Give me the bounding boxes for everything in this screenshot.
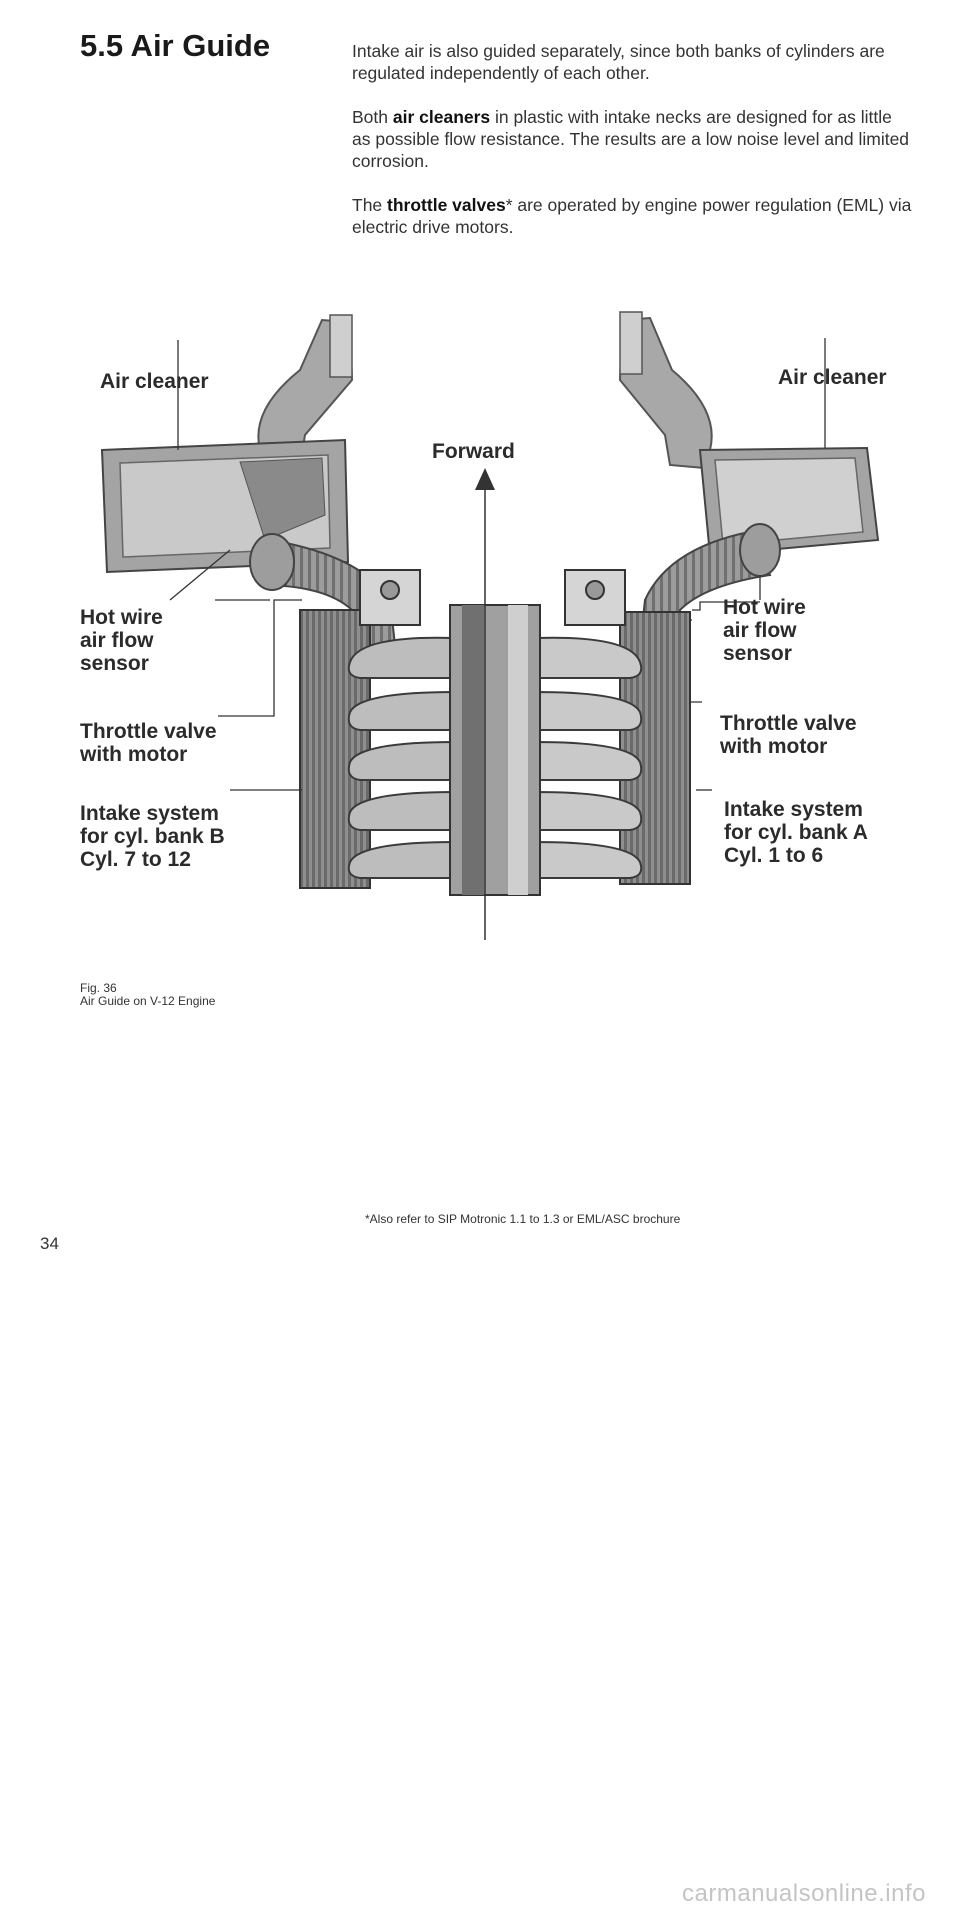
throttle-valves-term: throttle valves — [387, 195, 506, 215]
label-throttle-right: Throttle valve with motor — [720, 712, 857, 758]
figure-number: Fig. 36 — [80, 981, 117, 995]
label-hot-wire-right: Hot wire air flow sensor — [723, 596, 806, 665]
intro-text — [352, 40, 912, 260]
footnote: *Also refer to SIP Motronic 1.1 to 1.3 or EML/ASC brochure — [365, 1212, 681, 1226]
figure-caption-text: Air Guide on V-12 Engine — [80, 994, 216, 1008]
intro-p2-pre: Both — [352, 107, 393, 127]
section-title: 5.5 Air Guide — [80, 28, 271, 63]
label-throttle-left: Throttle valve with motor — [80, 720, 217, 766]
right-throttle-valve — [565, 570, 625, 625]
left-throttle-valve — [360, 570, 420, 625]
left-neck-flange — [330, 315, 352, 377]
intro-paragraph-1: Intake air is also guided separately, since both banks of cylinders are regulated independently of each other. — [352, 41, 885, 83]
watermark: carmanualsonline.info — [682, 1880, 926, 1907]
label-air-cleaner-left: Air cleaner — [100, 370, 209, 393]
engine-diagram — [60, 300, 910, 960]
intro-p2-post: in plastic with intake necks are designed for as little as possible flow resistance. The results are a low noise level and limited corrosion. — [352, 107, 910, 171]
label-intake-left: Intake system for cyl. bank B Cyl. 7 to 12 — [80, 802, 225, 871]
figure-caption — [80, 982, 215, 1008]
air-cleaners-term: air cleaners — [392, 107, 491, 127]
intro-p3-post: * are operated by engine power regulation (EML) via electric drive motors. — [352, 195, 912, 237]
label-hot-wire-left: Hot wire air flow sensor — [80, 606, 163, 675]
right-hot-wire-sensor — [740, 524, 780, 576]
left-hot-wire-sensor — [250, 534, 294, 590]
intro-p3-pre: The — [352, 195, 388, 215]
label-air-cleaner-right: Air cleaner — [778, 366, 887, 389]
label-forward: Forward — [432, 440, 515, 463]
label-intake-right: Intake system for cyl. bank A Cyl. 1 to 6 — [724, 798, 868, 867]
intro-paragraph-2 — [352, 106, 912, 172]
right-neck-flange — [620, 312, 642, 374]
intro-paragraph-3 — [352, 194, 912, 238]
page-number: 34 — [40, 1234, 59, 1253]
